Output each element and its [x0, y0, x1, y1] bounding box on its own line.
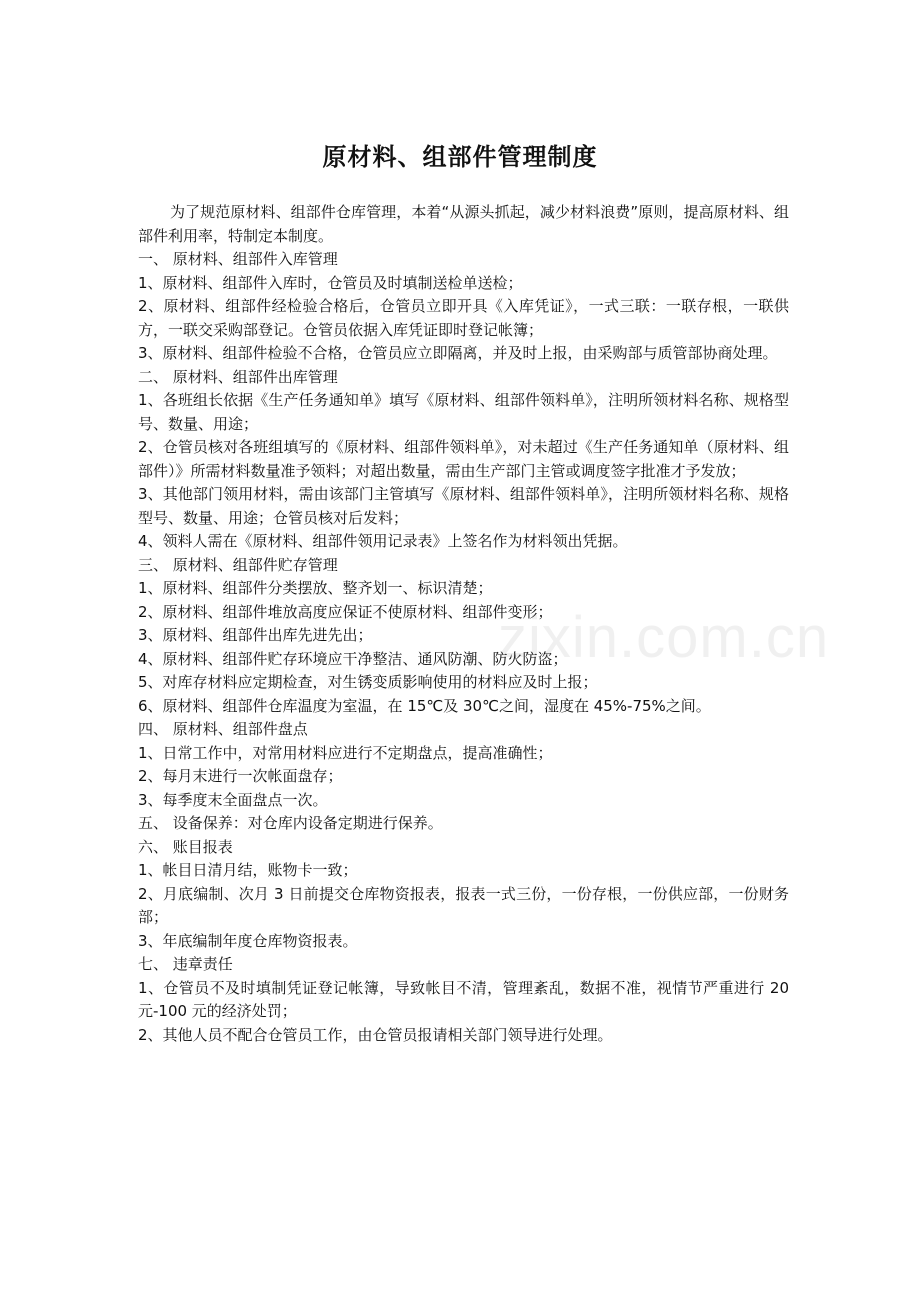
- section-3-item-3: 3、原材料、组部件出库先进先出；: [138, 626, 373, 644]
- document-body: [138, 201, 789, 1047]
- section-3-item-5: 5、对库存材料应定期检查，对生锈变质影响使用的材料应及时上报；: [138, 673, 598, 691]
- section-heading-2: 二、 原材料、组部件出库管理: [138, 367, 338, 386]
- section-4-item-3: 3、每季度末全面盘点一次。: [138, 790, 328, 809]
- section-2-item-2: 2、仓管员核对各班组填写的《原材料、组部件领料单》，对未超过《生产任务通知单（原材料、组部件）》所需材料数量准予领料；对超出数量，需由生产部门主管或调度签字批准才予发放；: [138, 438, 789, 480]
- section-2-item-4: 4、领料人需在《原材料、组部件领用记录表》上签名作为材料领出凭据。: [138, 532, 628, 550]
- section-heading-4: 四、 原材料、组部件盘点: [138, 720, 308, 738]
- section-1-item-1: 1、原材料、组部件入库时，仓管员及时填制送检单送检；: [138, 273, 523, 292]
- section-7-item-1: 1、仓管员不及时填制凭证登记帐簿，导致帐目不清，管理紊乱，数据不准，视情节严重进行 20 元-100 元的经济处罚；: [138, 978, 789, 1020]
- section-3-item-1: 1、原材料、组部件分类摆放、整齐划一、标识清楚；: [138, 579, 493, 597]
- section-6-item-2: 2、月底编制、次月 3 日前提交仓库物资报表，报表一式三份，一份存根，一份供应部，一份财务部；: [138, 884, 789, 926]
- section-2-item-1: 1、各班组长依据《生产任务通知单》填写《原材料、组部件领料单》，注明所领材料名称、规格型号、数量、用途；: [138, 391, 789, 433]
- section-heading-7: 七、 违章责任: [138, 955, 233, 973]
- section-heading-6: 六、 账目报表: [138, 837, 233, 856]
- section-6-item-3: 3、年底编制年度仓库物资报表。: [138, 931, 358, 950]
- section-6-item-1: 1、帐目日清月结，账物卡一致；: [138, 861, 358, 879]
- section-3-item-2: 2、原材料、组部件堆放高度应保证不使原材料、组部件变形；: [138, 602, 553, 621]
- section-3-item-6: 6、原材料、组部件仓库温度为室温，在 15℃及 30℃之间，湿度在 45%-75%之间。: [138, 696, 711, 715]
- intro-paragraph: 为了规范原材料、组部件仓库管理，本着“从源头抓起，减少材料浪费”原则，提高原材料、组部件利用率，特制定本制度。: [138, 203, 789, 245]
- section-4-item-1: 1、日常工作中，对常用材料应进行不定期盘点，提高准确性；: [138, 743, 553, 762]
- section-7-item-2: 2、其他人员不配合仓管员工作，由仓管员报请相关部门领导进行处理。: [138, 1025, 613, 1044]
- section-2-item-3: 3、其他部门领用材料，需由该部门主管填写《原材料、组部件领料单》，注明所领材料名称、规格型号、数量、用途；仓管员核对后发料；: [138, 485, 789, 527]
- section-4-item-2: 2、每月末进行一次帐面盘存；: [138, 767, 343, 785]
- document-title: 原材料、组部件管理制度: [322, 143, 598, 171]
- watermark: zixin.com.cn: [498, 605, 830, 670]
- section-heading-5: 五、 设备保养：对仓库内设备定期进行保养。: [138, 814, 443, 832]
- section-3-item-4: 4、原材料、组部件贮存环境应干净整洁、通风防潮、防火防盗；: [138, 649, 568, 668]
- section-heading-1: 一、 原材料、组部件入库管理: [138, 250, 338, 268]
- section-heading-3: 三、 原材料、组部件贮存管理: [138, 555, 338, 574]
- section-1-item-2: 2、原材料、组部件经检验合格后，仓管员立即开具《入库凭证》，一式三联：一联存根，一联供方，一联交采购部登记。仓管员依据入库凭证即时登记帐簿；: [138, 297, 789, 339]
- section-1-item-3: 3、原材料、组部件检验不合格，仓管员应立即隔离，并及时上报，由采购部与质管部协商处理。: [138, 344, 778, 362]
